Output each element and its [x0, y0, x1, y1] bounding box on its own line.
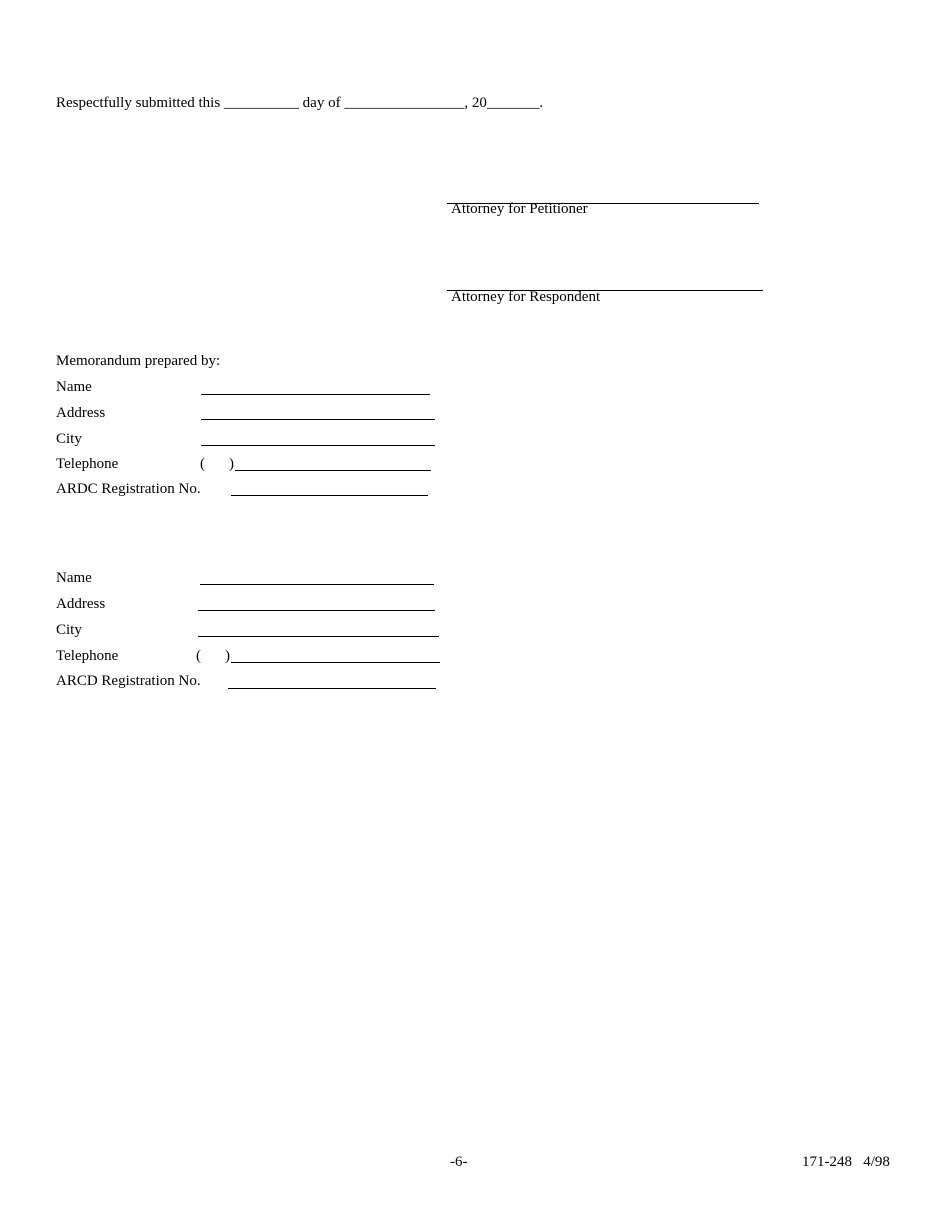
block2-telephone-label: Telephone	[56, 648, 119, 664]
block2-address-label: Address	[56, 596, 106, 612]
submission-prefix: Respectfully submitted this	[56, 95, 221, 111]
block1-telephone-label: Telephone	[56, 456, 119, 472]
block2-name-field[interactable]	[200, 584, 434, 585]
block1-address-field[interactable]	[201, 419, 435, 420]
block2-name-label: Name	[56, 570, 92, 586]
block1-registration-field[interactable]	[231, 495, 428, 496]
submission-year-prefix: , 20	[464, 95, 487, 111]
month-blank[interactable]: ________________	[344, 95, 465, 111]
submission-end: .	[539, 95, 544, 111]
block1-name-label: Name	[56, 379, 92, 395]
block2-registration-field[interactable]	[228, 688, 436, 689]
block2-city-label: City	[56, 622, 82, 638]
block2-address-field[interactable]	[198, 610, 435, 611]
block2-city-field[interactable]	[198, 636, 439, 637]
block1-area-code-close: )	[229, 456, 234, 472]
day-blank[interactable]: __________	[223, 95, 299, 111]
petitioner-signature-label: Attorney for Petitioner	[451, 201, 588, 217]
year-blank[interactable]: _______	[486, 95, 540, 111]
block1-registration-label: ARDC Registration No.	[56, 481, 201, 497]
block1-address-label: Address	[56, 405, 106, 421]
form-code: 171-248 4/98	[802, 1154, 890, 1170]
block1-telephone-field[interactable]	[235, 470, 431, 471]
block2-area-code-open: (	[196, 648, 201, 664]
submission-line	[56, 95, 543, 112]
block1-city-field[interactable]	[201, 445, 435, 446]
memorandum-heading: Memorandum prepared by:	[56, 353, 221, 369]
submission-day-of: day of	[302, 95, 341, 111]
block1-name-field[interactable]	[201, 394, 430, 395]
page-number: -6-	[450, 1154, 468, 1170]
block1-city-label: City	[56, 431, 82, 447]
block2-telephone-field[interactable]	[231, 662, 440, 663]
block2-area-code-close: )	[225, 648, 230, 664]
respondent-signature-label: Attorney for Respondent	[451, 289, 601, 305]
block1-area-code-open: (	[200, 456, 205, 472]
block2-registration-label: ARCD Registration No.	[56, 673, 201, 689]
